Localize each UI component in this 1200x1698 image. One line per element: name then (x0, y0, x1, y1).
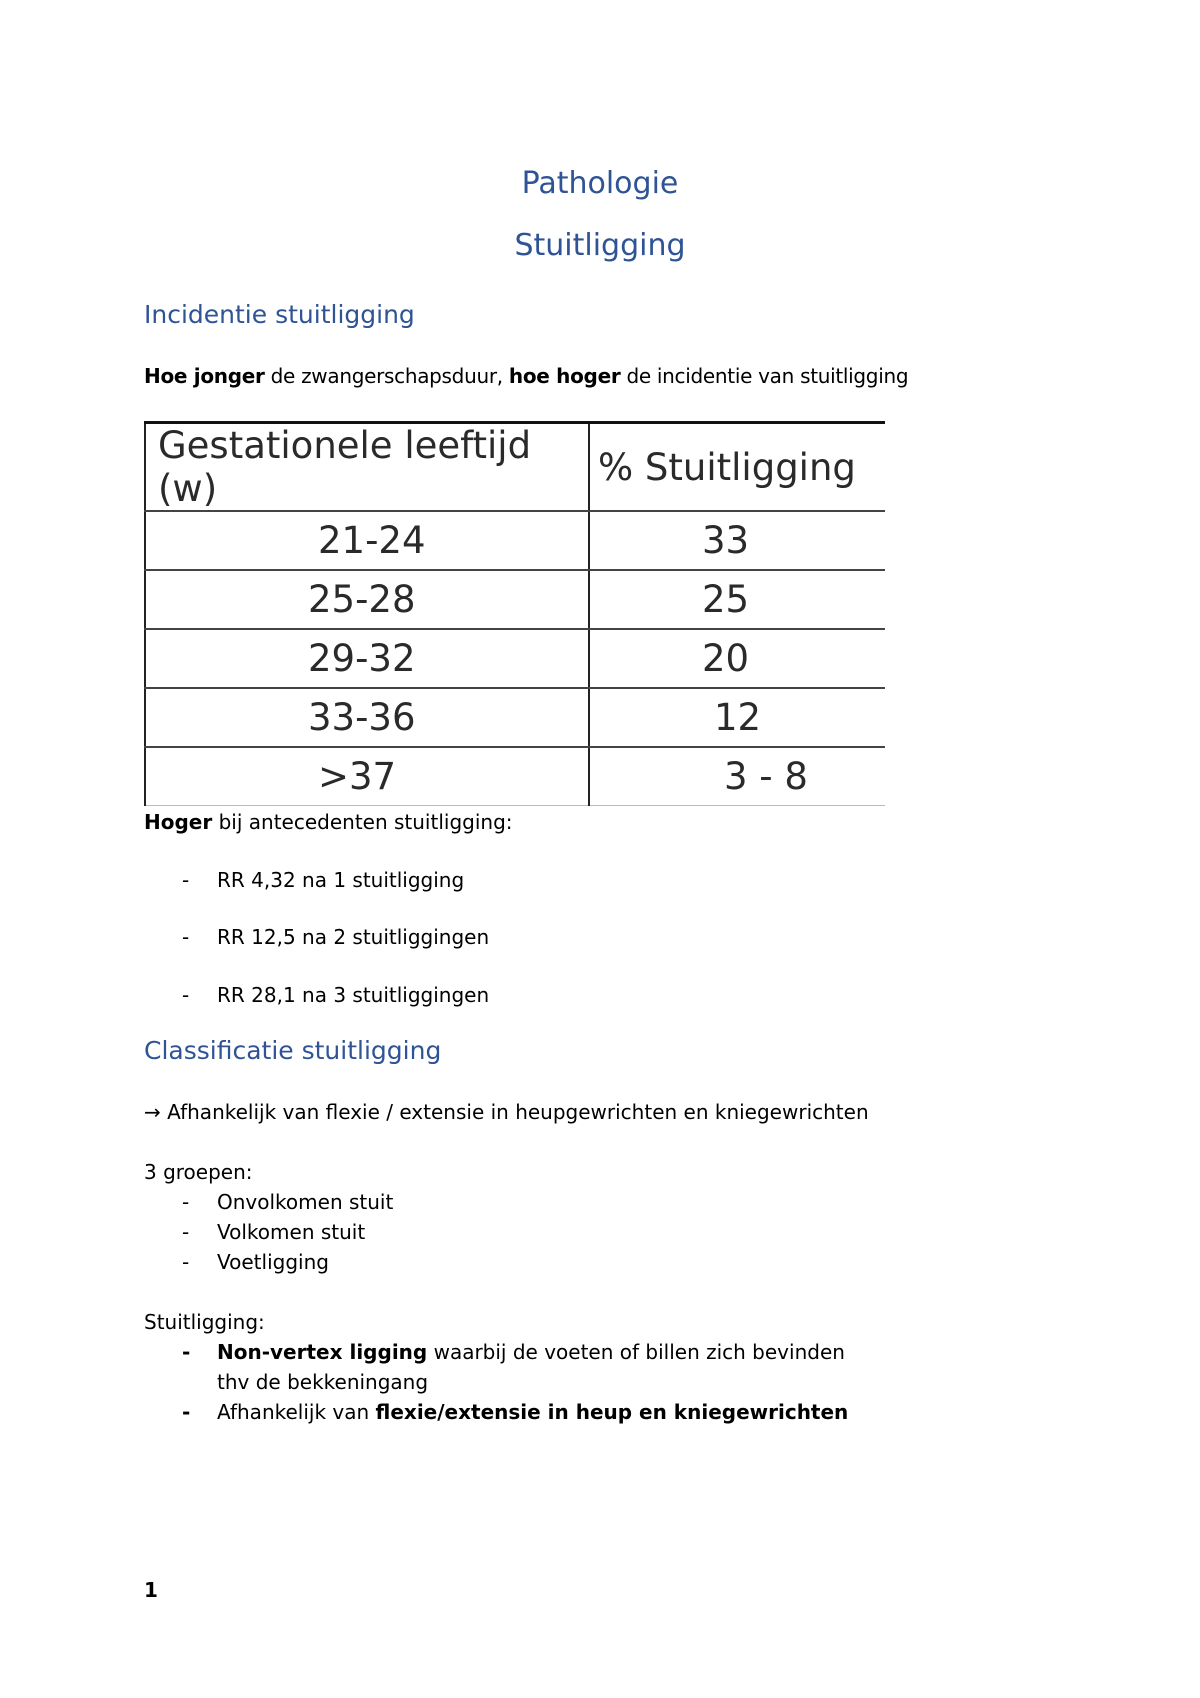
right-arrow-icon: → (144, 1100, 161, 1124)
antecedents-bold: Hoger (144, 810, 213, 834)
intro-text-2: de incidentie van stuitligging (620, 364, 909, 388)
stuit-item1-bold: Non-vertex ligging (217, 1340, 428, 1364)
stuitligging-label: Stuitligging: (144, 1310, 265, 1334)
page-number: 1 (144, 1578, 158, 1602)
list-item: RR 4,32 na 1 stuitligging (217, 868, 465, 892)
stuit-item2-text: Afhankelijk van (217, 1400, 376, 1424)
table-row (145, 511, 885, 570)
list-item (217, 1400, 848, 1424)
table-header-gestational-age: Gestationele leeftijd (w) (145, 423, 589, 512)
table-header-percentage: % Stuitligging (589, 423, 885, 512)
incidence-table (144, 421, 885, 806)
antecedents-text: bij antecedenten stuitligging: (212, 810, 513, 834)
list-bullet: - (182, 1220, 190, 1244)
table-cell-percentage: 20 (589, 629, 885, 688)
list-bullet: - (182, 1400, 191, 1424)
table-cell-percentage: 25 (589, 570, 885, 629)
stuit-item2-bold: flexie/extensie in heup en kniegewrichten (375, 1400, 849, 1424)
intro-paragraph (144, 364, 908, 388)
intro-bold-1: Hoe jonger (144, 364, 265, 388)
table-cell-age: 33-36 (145, 688, 589, 747)
arrow-line-text: Afhankelijk van flexie / extensie in heupgewrichten en kniegewrichten (167, 1100, 869, 1124)
list-item: Voetligging (217, 1250, 329, 1274)
arrow-line (144, 1100, 869, 1124)
list-item: Volkomen stuit (217, 1220, 366, 1244)
list-item (217, 1340, 845, 1364)
section-heading-incidentie: Incidentie stuitligging (144, 300, 415, 329)
groups-label: 3 groepen: (144, 1160, 253, 1184)
list-item: Onvolkomen stuit (217, 1190, 394, 1214)
intro-bold-2: hoe hoger (508, 364, 621, 388)
table-cell-percentage: 33 (589, 511, 885, 570)
table-cell-percentage: 3 - 8 (589, 747, 885, 806)
table-row (145, 688, 885, 747)
table-cell-age: >37 (145, 747, 589, 806)
document-title: Pathologie (521, 166, 679, 201)
list-bullet: - (182, 925, 190, 949)
antecedents-intro (144, 810, 513, 834)
list-bullet: - (182, 1190, 190, 1214)
table-row (145, 629, 885, 688)
list-bullet: - (182, 1250, 190, 1274)
stuit-item1-text: waarbij de voeten of billen zich bevinden (427, 1340, 845, 1364)
section-heading-classificatie: Classificatie stuitligging (144, 1036, 442, 1065)
list-bullet: - (182, 983, 190, 1007)
intro-text-1: de zwangerschapsduur, (264, 364, 509, 388)
table-header-row (145, 423, 885, 512)
table-cell-age: 29-32 (145, 629, 589, 688)
list-bullet: - (182, 868, 190, 892)
table-cell-age: 21-24 (145, 511, 589, 570)
list-item-continuation: thv de bekkeningang (217, 1370, 429, 1394)
table-row (145, 747, 885, 806)
table-cell-percentage: 12 (589, 688, 885, 747)
table-cell-age: 25-28 (145, 570, 589, 629)
document-subtitle: Stuitligging (514, 228, 686, 263)
table-row (145, 570, 885, 629)
list-item: RR 12,5 na 2 stuitliggingen (217, 925, 490, 949)
list-item: RR 28,1 na 3 stuitliggingen (217, 983, 490, 1007)
list-bullet: - (182, 1340, 191, 1364)
